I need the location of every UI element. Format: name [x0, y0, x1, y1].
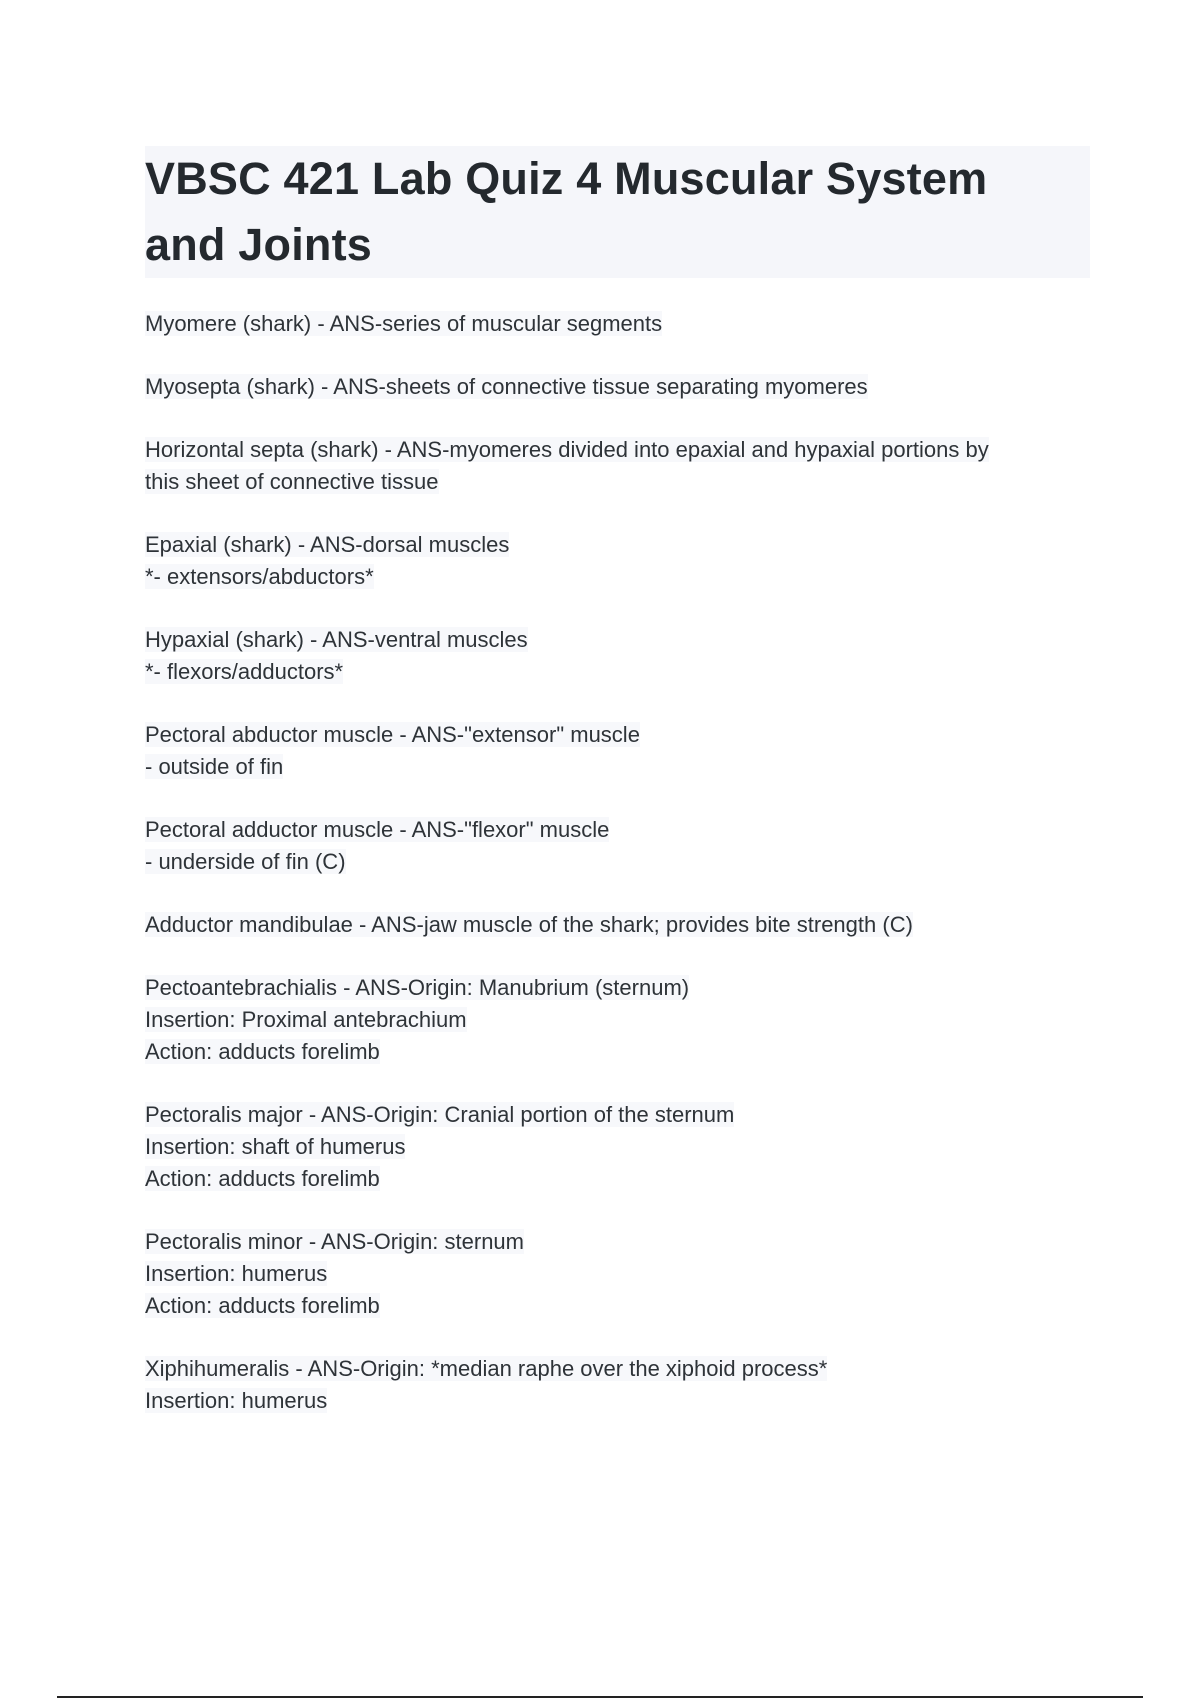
- qa-text: Myomere (shark) - ANS-series of muscular segments: [145, 311, 663, 336]
- qa-text: this sheet of connective tissue: [145, 469, 439, 494]
- qa-text: Adductor mandibulae - ANS-jaw muscle of the shark; provides bite strength (C): [145, 912, 913, 937]
- qa-line: [145, 1131, 1090, 1163]
- qa-line: [145, 1385, 1090, 1417]
- qa-line: [145, 466, 1090, 498]
- qa-line: [145, 1290, 1090, 1322]
- qa-line: [145, 1226, 1090, 1258]
- qa-line: [145, 1004, 1090, 1036]
- qa-line: [145, 529, 1090, 561]
- qa-text: Horizontal septa (shark) - ANS-myomeres divided into epaxial and hypaxial portions by: [145, 437, 989, 462]
- qa-text: *- extensors/abductors*: [145, 564, 374, 589]
- qa-text: Action: adducts forelimb: [145, 1039, 380, 1064]
- footer-divider: [57, 1696, 1143, 1698]
- qa-text: Insertion: Proximal antebrachium: [145, 1007, 467, 1032]
- qa-item: [145, 1353, 1090, 1417]
- qa-text: Myosepta (shark) - ANS-sheets of connective tissue separating myomeres: [145, 374, 868, 399]
- qa-line: [145, 814, 1090, 846]
- qa-item: [145, 308, 1090, 340]
- qa-item: [145, 814, 1090, 878]
- qa-text: Action: adducts forelimb: [145, 1293, 380, 1318]
- title-line-2: and Joints: [145, 219, 373, 270]
- qa-line: [145, 561, 1090, 593]
- qa-text: Action: adducts forelimb: [145, 1166, 380, 1191]
- qa-line: [145, 972, 1090, 1004]
- qa-item: [145, 1226, 1090, 1322]
- qa-item: [145, 529, 1090, 593]
- qa-item: [145, 434, 1090, 498]
- qa-text: Xiphihumeralis - ANS-Origin: *median raphe over the xiphoid process*: [145, 1356, 828, 1381]
- qa-line: [145, 1099, 1090, 1131]
- qa-item: [145, 371, 1090, 403]
- qa-list: [145, 308, 1090, 1448]
- page-title: [145, 146, 1090, 278]
- qa-text: Pectoral abductor muscle - ANS-"extensor" muscle: [145, 722, 640, 747]
- qa-text: Insertion: humerus: [145, 1388, 328, 1413]
- qa-line: [145, 909, 1090, 941]
- qa-item: [145, 624, 1090, 688]
- qa-text: Hypaxial (shark) - ANS-ventral muscles: [145, 627, 528, 652]
- qa-text: Pectoralis minor - ANS-Origin: sternum: [145, 1229, 524, 1254]
- qa-item: [145, 972, 1090, 1068]
- qa-text: Pectoantebrachialis - ANS-Origin: Manubrium (sternum): [145, 975, 690, 1000]
- qa-line: [145, 434, 1090, 466]
- qa-item: [145, 909, 1090, 941]
- qa-text: Insertion: humerus: [145, 1261, 328, 1286]
- qa-text: Insertion: shaft of humerus: [145, 1134, 406, 1159]
- qa-item: [145, 1099, 1090, 1195]
- qa-line: [145, 1163, 1090, 1195]
- qa-text: - outside of fin: [145, 754, 284, 779]
- qa-line: [145, 1036, 1090, 1068]
- qa-line: [145, 656, 1090, 688]
- qa-line: [145, 624, 1090, 656]
- qa-text: Epaxial (shark) - ANS-dorsal muscles: [145, 532, 510, 557]
- qa-line: [145, 751, 1090, 783]
- qa-line: [145, 308, 1090, 340]
- qa-item: [145, 719, 1090, 783]
- qa-text: - underside of fin (C): [145, 849, 346, 874]
- qa-line: [145, 1258, 1090, 1290]
- qa-text: *- flexors/adductors*: [145, 659, 344, 684]
- title-block: [145, 146, 1090, 278]
- qa-line: [145, 371, 1090, 403]
- qa-text: Pectoralis major - ANS-Origin: Cranial portion of the sternum: [145, 1102, 735, 1127]
- qa-line: [145, 719, 1090, 751]
- qa-line: [145, 1353, 1090, 1385]
- qa-text: Pectoral adductor muscle - ANS-"flexor" muscle: [145, 817, 610, 842]
- qa-line: [145, 846, 1090, 878]
- title-line-1: VBSC 421 Lab Quiz 4 Muscular System: [145, 153, 988, 204]
